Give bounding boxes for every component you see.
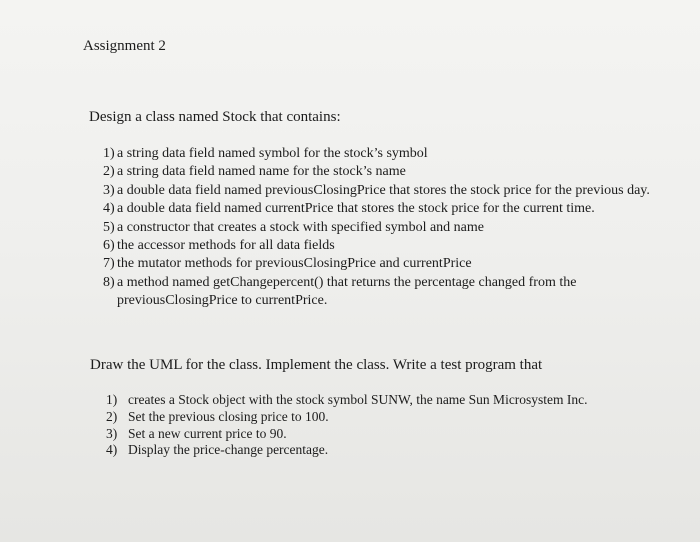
list-text: Display the price-change percentage. <box>128 442 329 458</box>
requirements-list <box>103 145 663 311</box>
list-number: 2) <box>103 164 115 180</box>
list-number: 6) <box>103 238 115 254</box>
assignment-title: Assignment 2 <box>83 38 166 54</box>
list-number: 3) <box>103 182 115 198</box>
list-number: 7) <box>103 256 115 272</box>
list-text: a double data field named previousClosingPrice that stores the stock price for the previous day. <box>117 182 650 198</box>
list-number: 1) <box>106 392 118 407</box>
list-number: 3) <box>106 425 118 441</box>
list-text: a double data field named currentPrice that stores the stock price for the current time. <box>117 201 595 217</box>
list-item <box>103 182 663 200</box>
task-text: Draw the UML for the class. Implement the class. Write a test program that <box>90 357 543 373</box>
list-text: the accessor methods for all data fields <box>117 238 335 254</box>
list-text: the mutator methods for previousClosingPrice and currentPrice <box>117 256 472 272</box>
list-number: 4) <box>106 442 118 458</box>
list-number: 8) <box>103 274 115 290</box>
list-text: a string data field named name for the stock’s name <box>117 164 406 180</box>
list-item <box>106 409 666 426</box>
list-item <box>103 219 663 237</box>
list-item <box>106 426 666 443</box>
list-text: Set a new current price to 90. <box>128 425 287 441</box>
list-text: creates a Stock object with the stock symbol SUNW, the name Sun Microsystem Inc. <box>128 392 588 407</box>
list-number: 2) <box>106 408 118 424</box>
list-item <box>103 237 663 255</box>
list-text: a string data field named symbol for the stock’s symbol <box>117 146 428 161</box>
list-number: 1) <box>103 146 115 161</box>
test-steps-list <box>106 392 666 459</box>
list-item <box>103 145 663 163</box>
list-number: 4) <box>103 201 115 217</box>
list-text: Set the previous closing price to 100. <box>128 408 329 424</box>
list-item <box>103 274 663 311</box>
list-item <box>103 255 663 273</box>
intro-text: Design a class named Stock that contains: <box>89 109 341 125</box>
list-item <box>103 163 663 181</box>
list-item <box>106 392 666 409</box>
list-text: a constructor that creates a stock with specified symbol and name <box>117 219 484 235</box>
list-item <box>103 200 663 218</box>
list-text: a method named getChangepercent() that returns the percentage changed from the previousClosingPrice to currentPrice. <box>117 274 577 309</box>
list-item <box>106 442 666 459</box>
list-number: 5) <box>103 219 115 235</box>
